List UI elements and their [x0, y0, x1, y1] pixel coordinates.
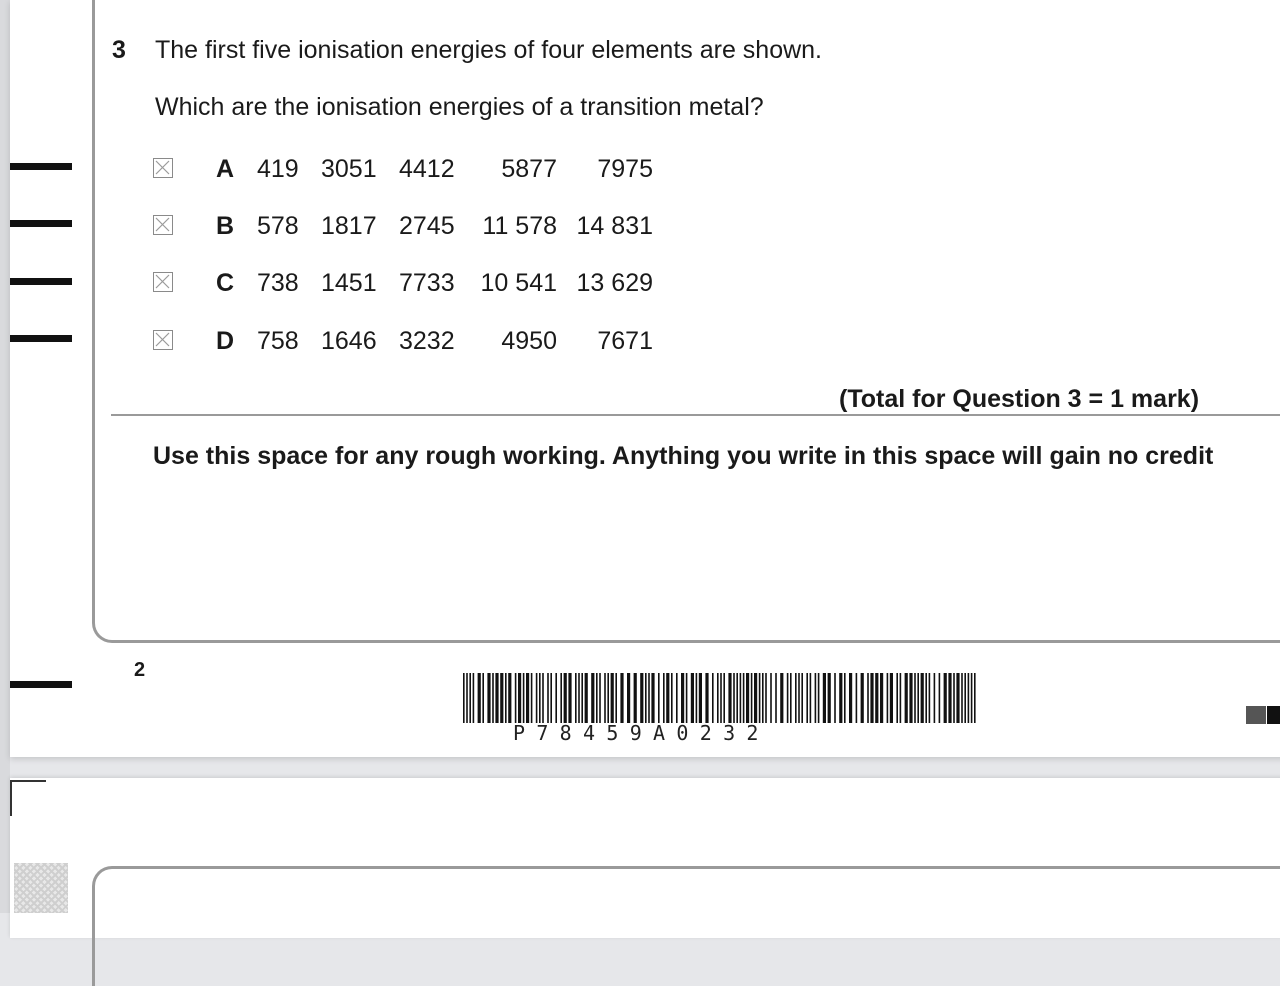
barcode-bar [795, 673, 797, 723]
barcode-bar [473, 673, 475, 723]
barcode-bar [770, 673, 772, 723]
barcode-bar [909, 673, 912, 723]
barcode-bar [861, 673, 864, 723]
barcode-bar [762, 673, 764, 723]
barcode-bar [754, 673, 757, 723]
barcode-bar [849, 673, 852, 723]
barcode-bar [463, 673, 465, 723]
barcode-bar [818, 673, 820, 723]
barcode-bar [867, 673, 869, 723]
question-prompt: Which are the ionisation energies of a transition metal? [155, 93, 764, 121]
ionisation-energy-4: 4950 [501, 327, 557, 355]
ionisation-energy-4: 5877 [501, 155, 557, 183]
ionisation-energy-1: 578 [257, 212, 299, 240]
question-divider [111, 414, 1280, 416]
barcode-bar [844, 673, 846, 723]
option-letter: A [216, 155, 235, 183]
barcode-bar [627, 673, 630, 723]
barcode-bar [953, 673, 955, 723]
ionisation-energy-1: 758 [257, 327, 299, 355]
barcode-bar [856, 673, 858, 723]
barcode-bar [736, 673, 738, 723]
ionisation-energy-5: 7975 [597, 155, 653, 183]
barcode-bar [666, 673, 669, 723]
margin-tick-mark [10, 335, 72, 342]
barcode-bar [523, 673, 525, 723]
barcode-bar [712, 673, 714, 723]
barcode-bar [740, 673, 742, 723]
barcode-bar [890, 673, 893, 723]
barcode-bar [500, 673, 503, 723]
barcode-bar [914, 673, 916, 723]
ionisation-energy-3: 7733 [399, 269, 455, 297]
barcode-bar [810, 673, 812, 723]
question-number: 3 [112, 36, 126, 64]
barcode-bar [607, 673, 609, 723]
ionisation-energy-4: 11 578 [482, 212, 557, 240]
registration-mark [1246, 706, 1280, 724]
barcode-bar [939, 673, 941, 723]
ionisation-energy-2: 1817 [321, 212, 377, 240]
barcode-bar [944, 673, 947, 723]
barcode-bar [564, 673, 567, 723]
barcode-bar [591, 673, 594, 723]
barcode-bar [478, 673, 481, 723]
barcode-bar [887, 673, 889, 723]
barcode-text: P78459A0232 [513, 721, 770, 745]
barcode-bar [964, 673, 966, 723]
question-stem: The first five ionisation energies of four elements are shown. [155, 36, 823, 64]
barcode-bar [875, 673, 878, 723]
barcode-bar [575, 673, 577, 723]
barcode-bar [599, 673, 601, 723]
barcode-bar [790, 673, 792, 723]
ionisation-energy-2: 1451 [321, 269, 377, 297]
left-margin-band [0, 0, 10, 913]
barcode-bar [651, 673, 654, 723]
exam-page [10, 0, 1280, 757]
barcode-bar [550, 673, 552, 723]
barcode-bar [705, 673, 708, 723]
crossed-box-icon[interactable] [153, 215, 173, 235]
barcode-bar [487, 673, 490, 723]
margin-tick-mark [10, 681, 72, 688]
ionisation-energy-2: 1646 [321, 327, 377, 355]
barcode-bar [925, 673, 927, 723]
barcode-bar [751, 673, 753, 723]
barcode-bar [787, 673, 789, 723]
barcode-bar [686, 673, 688, 723]
barcode-bar [961, 673, 963, 723]
barcode-bar [620, 673, 623, 723]
page-number: 2 [134, 659, 146, 681]
ionisation-energy-3: 2745 [399, 212, 455, 240]
option-letter: B [216, 212, 235, 240]
barcode-bar [466, 673, 468, 723]
barcode-bar [658, 673, 660, 723]
barcode-bar [531, 673, 533, 723]
barcode-bar [905, 673, 908, 723]
barcode-bar [929, 673, 931, 723]
barcode-bar [482, 673, 484, 723]
barcode-bar [948, 673, 951, 723]
barcode-bar [880, 673, 883, 723]
barcode-bar [733, 673, 735, 723]
barcode-bar [568, 673, 571, 723]
rough-working-note: Use this space for any rough working. Anything you write in this space will gain no credit [153, 442, 1214, 470]
ionisation-energy-5: 14 831 [576, 212, 653, 240]
barcode-bar [823, 673, 826, 723]
barcode-bar [495, 673, 498, 723]
ionisation-energy-1: 419 [257, 155, 299, 183]
barcode-bar [539, 673, 541, 723]
option-letter: D [216, 327, 235, 355]
barcode-bar [723, 673, 725, 723]
question-total-marks: (Total for Question 3 = 1 mark) [839, 385, 1200, 413]
barcode-bar [896, 673, 898, 723]
barcode-bar [917, 673, 919, 723]
barcode-bar [839, 673, 842, 723]
barcode-bar [681, 673, 684, 723]
barcode-bar [815, 673, 817, 723]
barcode-bar [585, 673, 588, 723]
barcode-bar [696, 673, 698, 723]
ionisation-energy-3: 3232 [399, 327, 455, 355]
ionisation-energy-3: 4412 [399, 155, 455, 183]
barcode-bar [676, 673, 678, 723]
barcode-bar [801, 673, 803, 723]
ionisation-energy-5: 7671 [597, 327, 653, 355]
hatched-margin-block [14, 863, 68, 913]
barcode-bar [746, 673, 749, 723]
barcode-bar [645, 673, 647, 723]
barcode-bar [834, 673, 836, 723]
margin-tick-mark [10, 163, 72, 170]
barcode-bar [974, 673, 976, 723]
barcode-bar [765, 673, 767, 723]
barcode-bar [536, 673, 538, 723]
barcode-bar [728, 673, 731, 723]
barcode-bar [775, 673, 777, 723]
barcode-bar [508, 673, 511, 723]
ionisation-energy-2: 3051 [321, 155, 377, 183]
barcode-bar [699, 673, 702, 723]
barcode-bar [934, 673, 936, 723]
crossed-box-icon[interactable] [153, 158, 173, 178]
barcode-bar [956, 673, 959, 723]
barcode-bar [806, 673, 808, 723]
barcode-bar [581, 673, 583, 723]
barcode-bar [578, 673, 580, 723]
option-letter: C [216, 269, 235, 297]
barcode-bar [743, 673, 745, 723]
barcode-bar [720, 673, 722, 723]
barcode-bar [542, 673, 544, 723]
barcode-bar [515, 673, 517, 723]
barcode-bar [518, 673, 521, 723]
barcode-bar [900, 673, 902, 723]
barcode-bar [971, 673, 973, 723]
barcode-bar [671, 673, 673, 723]
barcode-bar [615, 673, 617, 723]
ionisation-energy-1: 738 [257, 269, 299, 297]
barcode-bar [547, 673, 549, 723]
barcode-bar [780, 673, 783, 723]
crop-mark [10, 780, 46, 782]
margin-tick-mark [10, 278, 72, 285]
crossed-box-icon[interactable] [153, 272, 173, 292]
barcode-bar [968, 673, 970, 723]
barcode-bar [526, 673, 529, 723]
next-question-frame [92, 866, 1280, 986]
barcode-bar [492, 673, 494, 723]
next-exam-page [10, 778, 1280, 938]
barcode-icon [461, 673, 981, 723]
barcode-bar [505, 673, 507, 723]
barcode-bar [870, 673, 873, 723]
barcode-bar [921, 673, 924, 723]
barcode-bar [555, 673, 557, 723]
barcode-bar [640, 673, 643, 723]
barcode-bar [759, 673, 761, 723]
barcode-bar [469, 673, 471, 723]
ionisation-energy-5: 13 629 [576, 269, 653, 297]
barcode-bar [634, 673, 637, 723]
barcode-bar [691, 673, 694, 723]
ionisation-energy-4: 10 541 [480, 269, 557, 297]
barcode-bar [717, 673, 719, 723]
barcode-bar [828, 673, 831, 723]
barcode-bar [604, 673, 606, 723]
crossed-box-icon[interactable] [153, 330, 173, 350]
barcode-bar [596, 673, 598, 723]
margin-tick-mark [10, 220, 72, 227]
crop-mark [10, 780, 12, 816]
barcode-bar [648, 673, 650, 723]
barcode-bar [611, 673, 614, 723]
barcode-bar [663, 673, 665, 723]
barcode-bar [798, 673, 800, 723]
barcode-bar [560, 673, 562, 723]
